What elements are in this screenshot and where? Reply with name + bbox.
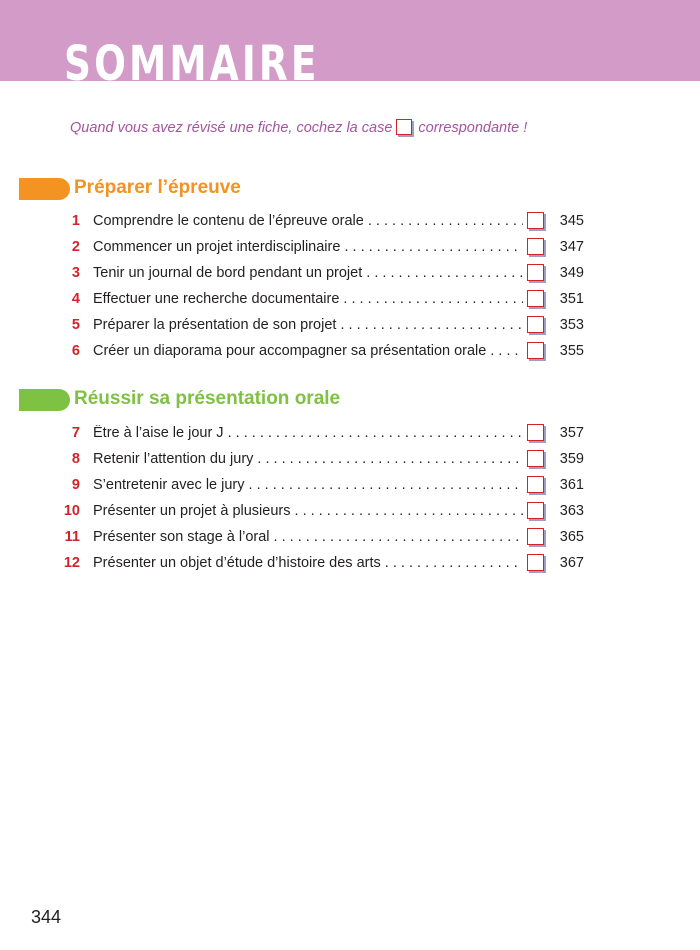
entry-label: Présenter un projet à plusieurs . . . [93, 503, 523, 519]
entry-number: 11 [64, 529, 80, 545]
entry-page-number: 353 [559, 317, 584, 333]
entry-page-number: 357 [559, 425, 584, 441]
toc-entry [0, 288, 700, 312]
sample-checkbox-icon [396, 119, 412, 135]
entry-label: Retenir l’attention du jury . . . [93, 451, 523, 467]
entry-number: 4 [71, 291, 80, 307]
header-banner [0, 0, 700, 92]
toc-entry [0, 526, 700, 550]
revision-checkbox[interactable] [527, 554, 544, 571]
entry-label: Comprendre le contenu de l’épreuve orale . . . [93, 213, 523, 229]
entry-number: 9 [71, 477, 80, 493]
entry-page-number: 345 [559, 213, 584, 229]
revision-checkbox[interactable] [527, 528, 544, 545]
entry-label: Présenter son stage à l’oral . . . [93, 529, 523, 545]
revision-checkbox[interactable] [527, 450, 544, 467]
toc-entry [0, 552, 700, 576]
entry-label: S’entretenir avec le jury . . . [93, 477, 523, 493]
entry-number: 3 [71, 265, 80, 281]
toc-entry [0, 474, 700, 498]
revision-checkbox[interactable] [527, 342, 544, 359]
entry-label: Présenter un objet d’étude d’histoire des arts . . . [93, 555, 523, 571]
entry-number: 5 [71, 317, 80, 333]
entry-page-number: 347 [559, 239, 584, 255]
section-title-reussir: Réussir sa présentation orale [74, 388, 341, 409]
toc-entry [0, 210, 700, 234]
toc-entry [0, 422, 700, 446]
entry-page-number: 361 [559, 477, 584, 493]
instruction-text [70, 119, 527, 136]
entry-page-number: 367 [559, 555, 584, 571]
revision-checkbox[interactable] [527, 502, 544, 519]
revision-checkbox[interactable] [527, 264, 544, 281]
entry-page-number: 365 [559, 529, 584, 545]
entry-number: 8 [71, 451, 80, 467]
entry-page-number: 349 [559, 265, 584, 281]
instruction-before: Quand vous avez révisé une fiche, cochez la case [70, 120, 393, 136]
revision-checkbox[interactable] [527, 316, 544, 333]
entry-label: Créer un diaporama pour accompagner sa présentation orale . . . [93, 343, 523, 359]
entry-number: 1 [71, 213, 80, 229]
entry-label: Préparer la présentation de son projet . . . [93, 317, 523, 333]
entry-label: Effectuer une recherche documentaire . . . [93, 291, 523, 307]
entry-page-number: 351 [559, 291, 584, 307]
entry-number: 12 [63, 555, 80, 571]
section-title-preparer: Préparer l’épreuve [74, 177, 241, 198]
entry-page-number: 355 [559, 343, 584, 359]
toc-entry [0, 448, 700, 472]
toc-entry [0, 314, 700, 338]
entry-number: 7 [71, 425, 80, 441]
revision-checkbox[interactable] [527, 212, 544, 229]
toc-entry [0, 340, 700, 364]
entry-number: 10 [63, 503, 80, 519]
page-number: 344 [31, 907, 62, 927]
entry-page-number: 363 [559, 503, 584, 519]
instruction-after: correspondante ! [418, 120, 528, 136]
section-marker-preparer [19, 178, 70, 200]
toc-entry [0, 236, 700, 260]
revision-checkbox[interactable] [527, 238, 544, 255]
page-title: SOMMAIRE [64, 36, 320, 92]
entry-number: 2 [71, 239, 80, 255]
section-marker-reussir [19, 389, 70, 411]
entry-label: Être à l’aise le jour J . . . [93, 425, 523, 441]
entry-label: Commencer un projet interdisciplinaire . . . [93, 239, 523, 255]
revision-checkbox[interactable] [527, 424, 544, 441]
toc-entry [0, 500, 700, 524]
toc-entry [0, 262, 700, 286]
entry-label: Tenir un journal de bord pendant un projet . . . [93, 265, 523, 281]
entry-number: 6 [71, 343, 80, 359]
entry-page-number: 359 [559, 451, 584, 467]
revision-checkbox[interactable] [527, 290, 544, 307]
revision-checkbox[interactable] [527, 476, 544, 493]
